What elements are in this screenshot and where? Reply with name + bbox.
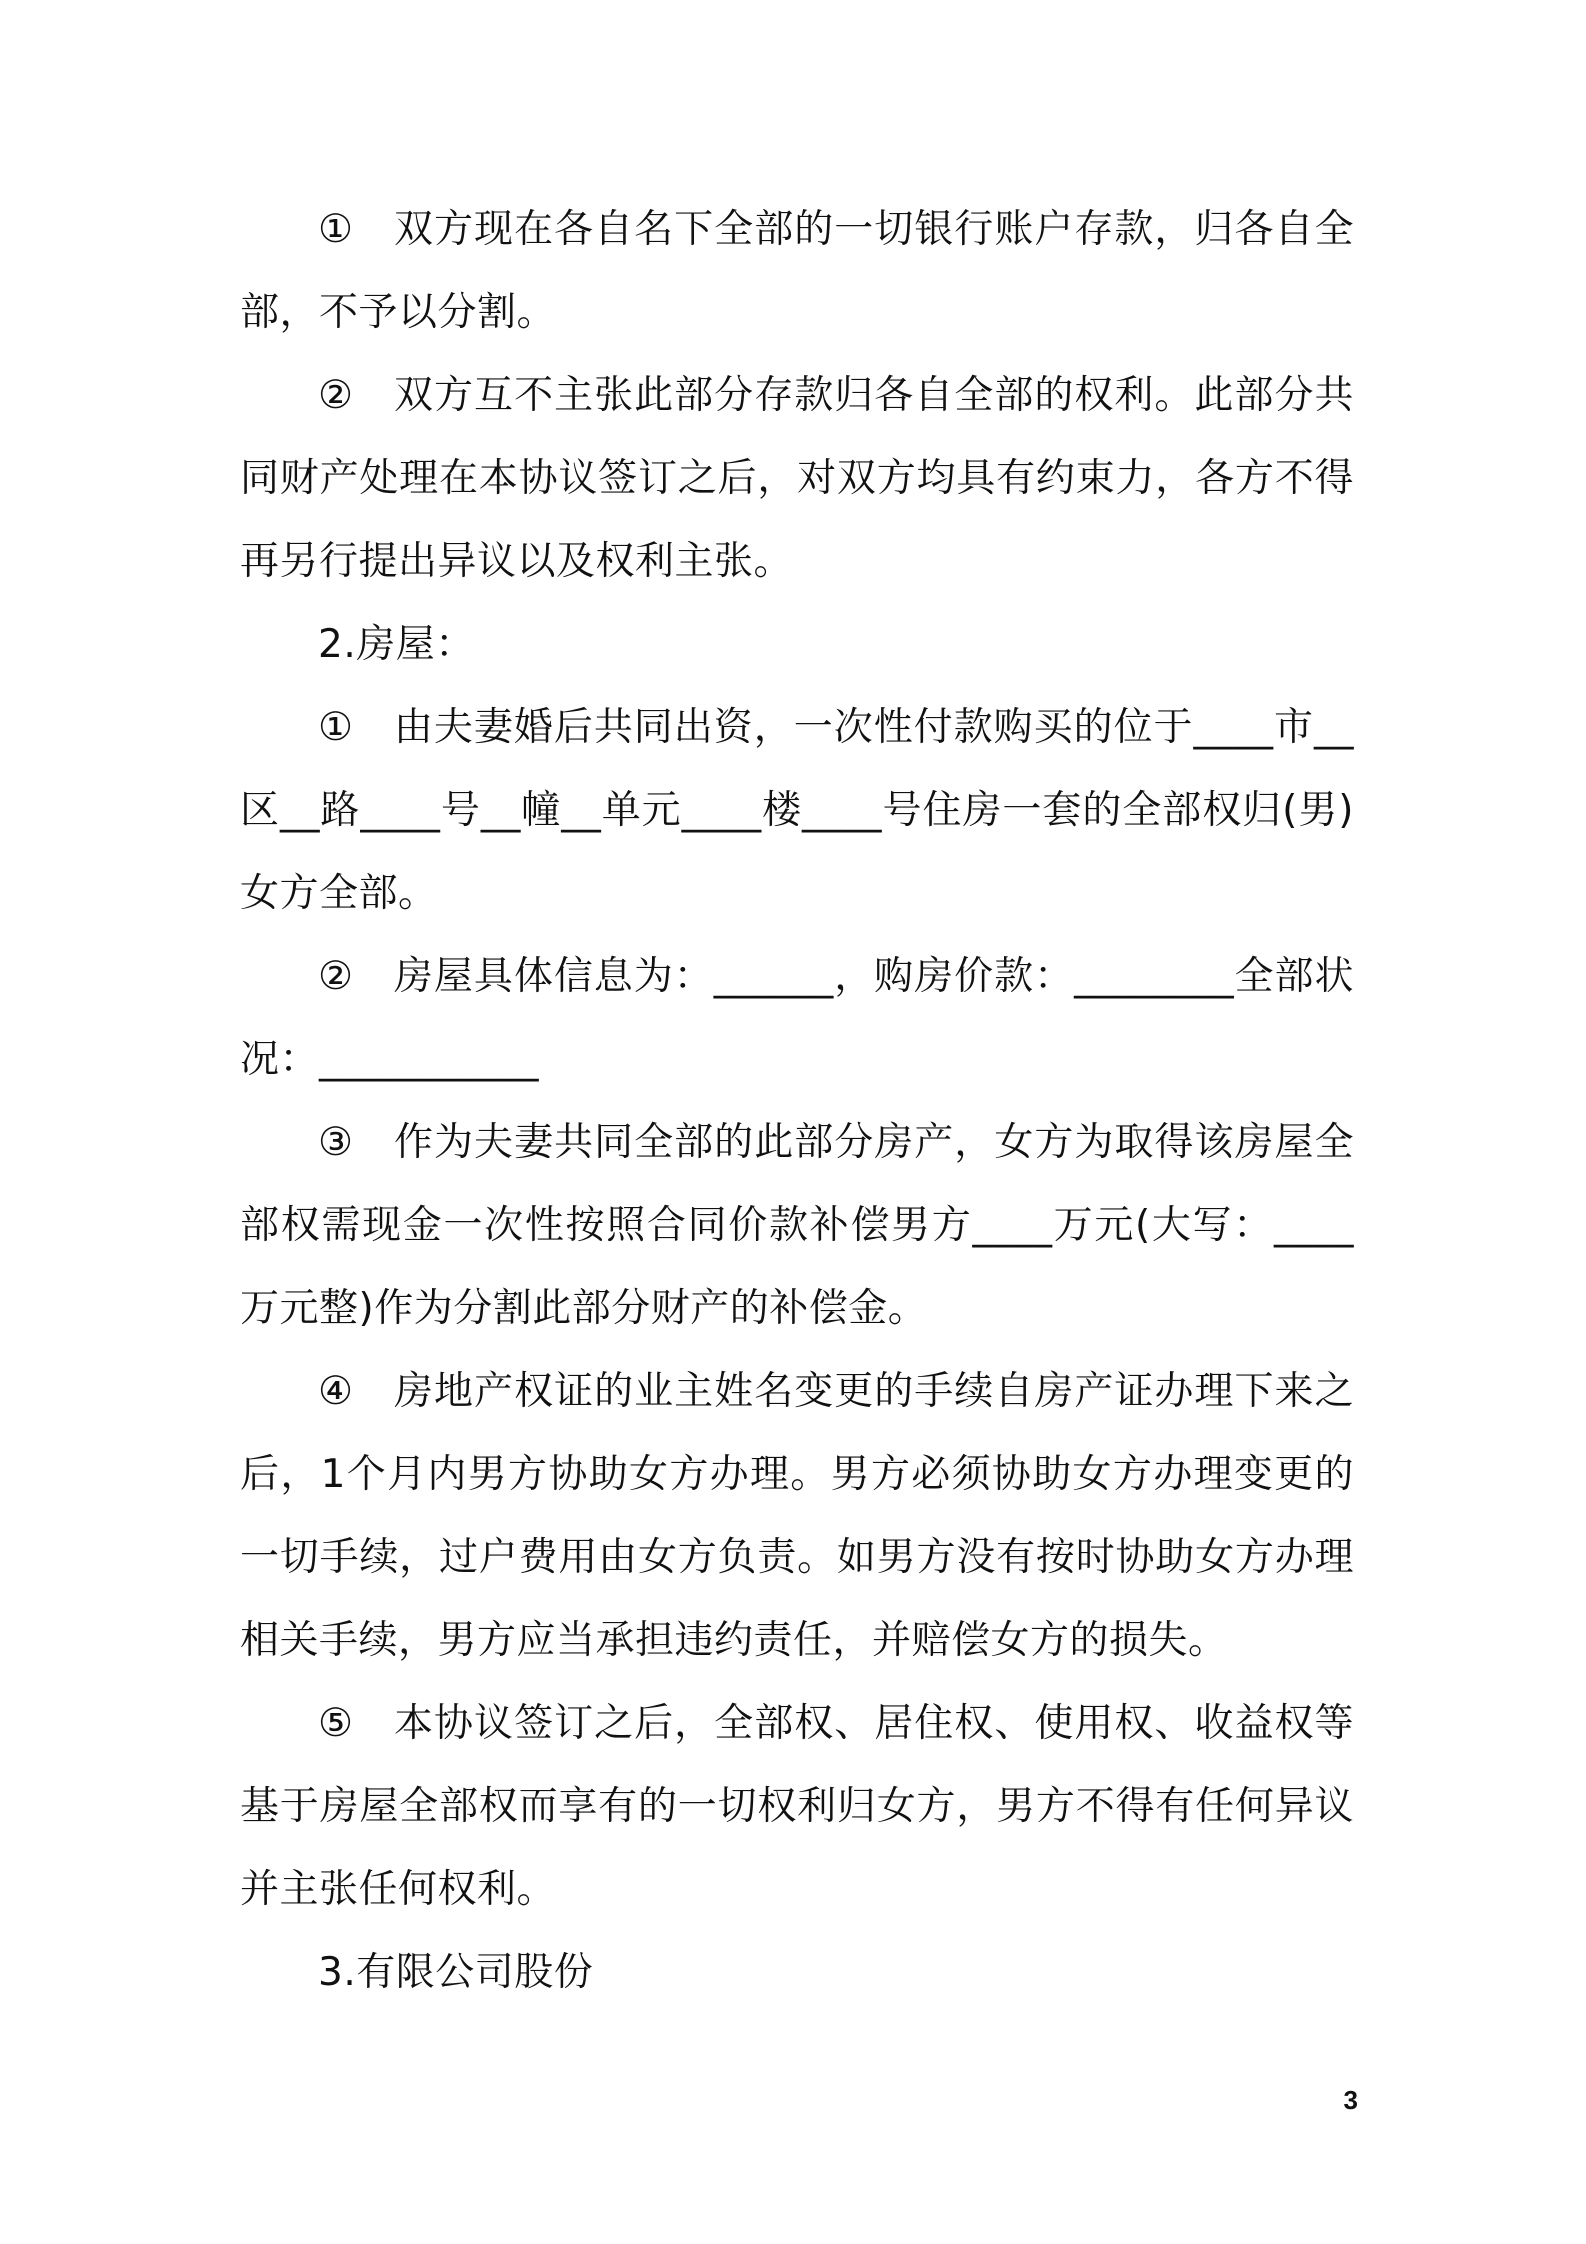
paragraph-title-transfer: ④ 房地产权证的业主姓名变更的手续自房产证办理下来之后，1个月内男方协助女方办理。男方必须协助女方办理变更的一切手续，过户费用由女方负责。如男方没有按时协助女方办理相关手续，男方应当承担违约责任，并赔偿女方的损失。 — [240, 1369, 1354, 1663]
section-heading-company-shares: 3.有限公司股份 — [318, 1950, 594, 1995]
section-heading-house: 2.房屋： — [318, 622, 475, 667]
paragraph-house-info: ② 房屋具体信息为：______，购房价款：________全部状况：___________ — [240, 954, 1354, 1082]
document-body — [240, 188, 1354, 2014]
paragraph-house-ownership: ① 由夫妻婚后共同出资，一次性付款购买的位于____市__区__路____号__幢__单元____楼____号住房一套的全部权归(男)女方全部。 — [240, 705, 1354, 916]
paragraph-deposits-split: ① 双方现在各自名下全部的一切银行账户存款，归各自全部，不予以分割。 — [240, 207, 1354, 335]
paragraph-house-compensation: ③ 作为夫妻共同全部的此部分房产，女方为取得该房屋全部权需现金一次性按照合同价款补偿男方____万元(大写：____万元整)作为分割此部分财产的补偿金。 — [240, 1120, 1354, 1331]
page-number: 3 — [1343, 2085, 1358, 2115]
paragraph-deposits-binding: ② 双方互不主张此部分存款归各自全部的权利。此部分共同财产处理在本协议签订之后，对双方均具有约束力，各方不得再另行提出异议以及权利主张。 — [240, 373, 1354, 584]
paragraph-rights-to-wife: ⑤ 本协议签订之后，全部权、居住权、使用权、收益权等基于房屋全部权而享有的一切权利归女方，男方不得有任何异议并主张任何权利。 — [240, 1701, 1354, 1912]
